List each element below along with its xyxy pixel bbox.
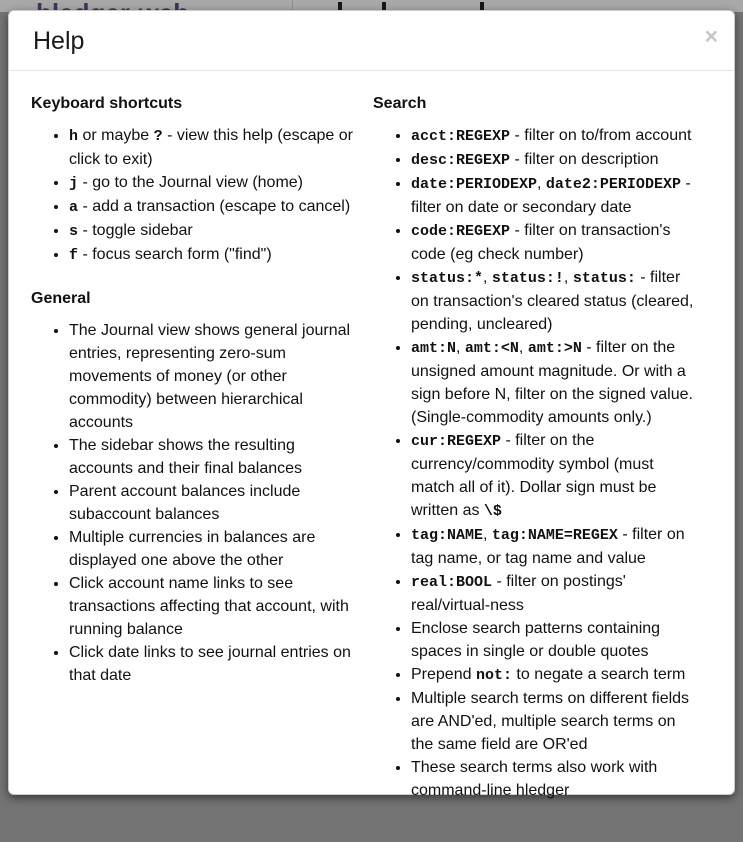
modal-title: Help: [33, 27, 85, 55]
help-list-item: • The Journal view shows general journal entries, representing zero-sum movements of money (or other commodity) between hierarchical accounts: [69, 319, 355, 434]
help-list-item: • code:REGEXP - filter on transaction's code (eg check number): [411, 219, 697, 266]
help-list-item: • date:PERIODEXP, date2:PERIODEXP - filter on date or secondary date: [411, 172, 697, 219]
help-list-item: • Click date links to see journal entries on that date: [69, 641, 355, 687]
help-list-item: • Click account name links to see transactions affecting that account, with running balance: [69, 572, 355, 641]
code-term: amt:<N: [464, 340, 519, 357]
help-list-item: • desc:REGEXP - filter on description: [411, 148, 697, 172]
help-list-item: • f - focus search form ("find"): [69, 243, 355, 267]
help-list-item: • Prepend not: to negate a search term: [411, 663, 697, 687]
help-column-left: [31, 92, 373, 822]
code-term: status:!: [491, 270, 564, 287]
help-list-item: • cur:REGEXP - filter on the currency/commodity symbol (must match all of it). Dollar sign must be written as \$: [411, 429, 697, 523]
code-term: status:: [572, 270, 636, 287]
code-term: a: [69, 199, 79, 216]
help-list: [31, 124, 355, 267]
help-list-item: • status:*, status:!, status: - filter on transaction's cleared status (cleared, pending, uncleared): [411, 266, 697, 336]
code-term: date2:PERIODEXP: [545, 176, 681, 193]
help-column-right: [373, 92, 715, 822]
section-heading: Search: [373, 95, 427, 112]
help-list: [31, 319, 355, 687]
help-list-item: • a - add a transaction (escape to cancel): [69, 195, 355, 219]
code-term: acct:REGEXP: [411, 128, 511, 145]
code-term: amt:>N: [527, 340, 582, 357]
help-list-item: • The sidebar shows the resulting accounts and their final balances: [69, 434, 355, 480]
help-modal-header: [9, 11, 734, 71]
help-list-item: • amt:N, amt:<N, amt:>N - filter on the unsigned amount magnitude. Or with a sign before N, filter on the signed value. (Single-commodity amounts only.): [411, 336, 697, 429]
help-modal-body: [9, 71, 734, 842]
help-list-item: • tag:NAME, tag:NAME=REGEX - filter on tag name, or tag name and value: [411, 523, 697, 570]
help-list-item: • s - toggle sidebar: [69, 219, 355, 243]
help-list-item: • Multiple currencies in balances are displayed one above the other: [69, 526, 355, 572]
help-list-item: • Multiple search terms on different fields are AND'ed, multiple search terms on the same field are OR'ed: [411, 687, 697, 756]
help-columns: [31, 92, 715, 822]
help-list-item: • real:BOOL - filter on postings' real/virtual-ness: [411, 570, 697, 617]
code-term: f: [69, 247, 79, 264]
code-term: status:*: [411, 270, 484, 287]
code-term: h: [69, 128, 79, 145]
code-term: amt:N: [411, 340, 457, 357]
help-list-item: • acct:REGEXP - filter on to/from account: [411, 124, 697, 148]
code-term: tag:NAME=REGEX: [491, 527, 618, 544]
code-term: date:PERIODEXP: [411, 176, 538, 193]
code-term: \$: [483, 503, 502, 520]
help-list-item: • These search terms also work with command-line hledger: [411, 756, 697, 802]
code-term: j: [69, 175, 79, 192]
code-term: not:: [475, 667, 512, 684]
code-term: desc:REGEXP: [411, 152, 511, 169]
code-term: code:REGEXP: [411, 223, 511, 240]
code-term: ?: [153, 128, 163, 145]
help-list-item: • Enclose search patterns containing spaces in single or double quotes: [411, 617, 697, 663]
code-term: s: [69, 223, 79, 240]
help-list-item: • h or maybe ? - view this help (escape or click to exit): [69, 124, 355, 171]
help-list-item: • j - go to the Journal view (home): [69, 171, 355, 195]
code-term: real:BOOL: [411, 574, 493, 591]
code-term: tag:NAME: [411, 527, 484, 544]
section-heading: General: [31, 290, 91, 307]
close-icon[interactable]: ×: [704, 23, 718, 49]
help-modal: [8, 10, 735, 799]
help-list-item: • Parent account balances include subaccount balances: [69, 480, 355, 526]
code-term: cur:REGEXP: [411, 433, 502, 450]
section-heading: Keyboard shortcuts: [31, 95, 183, 112]
help-list: [373, 124, 697, 802]
